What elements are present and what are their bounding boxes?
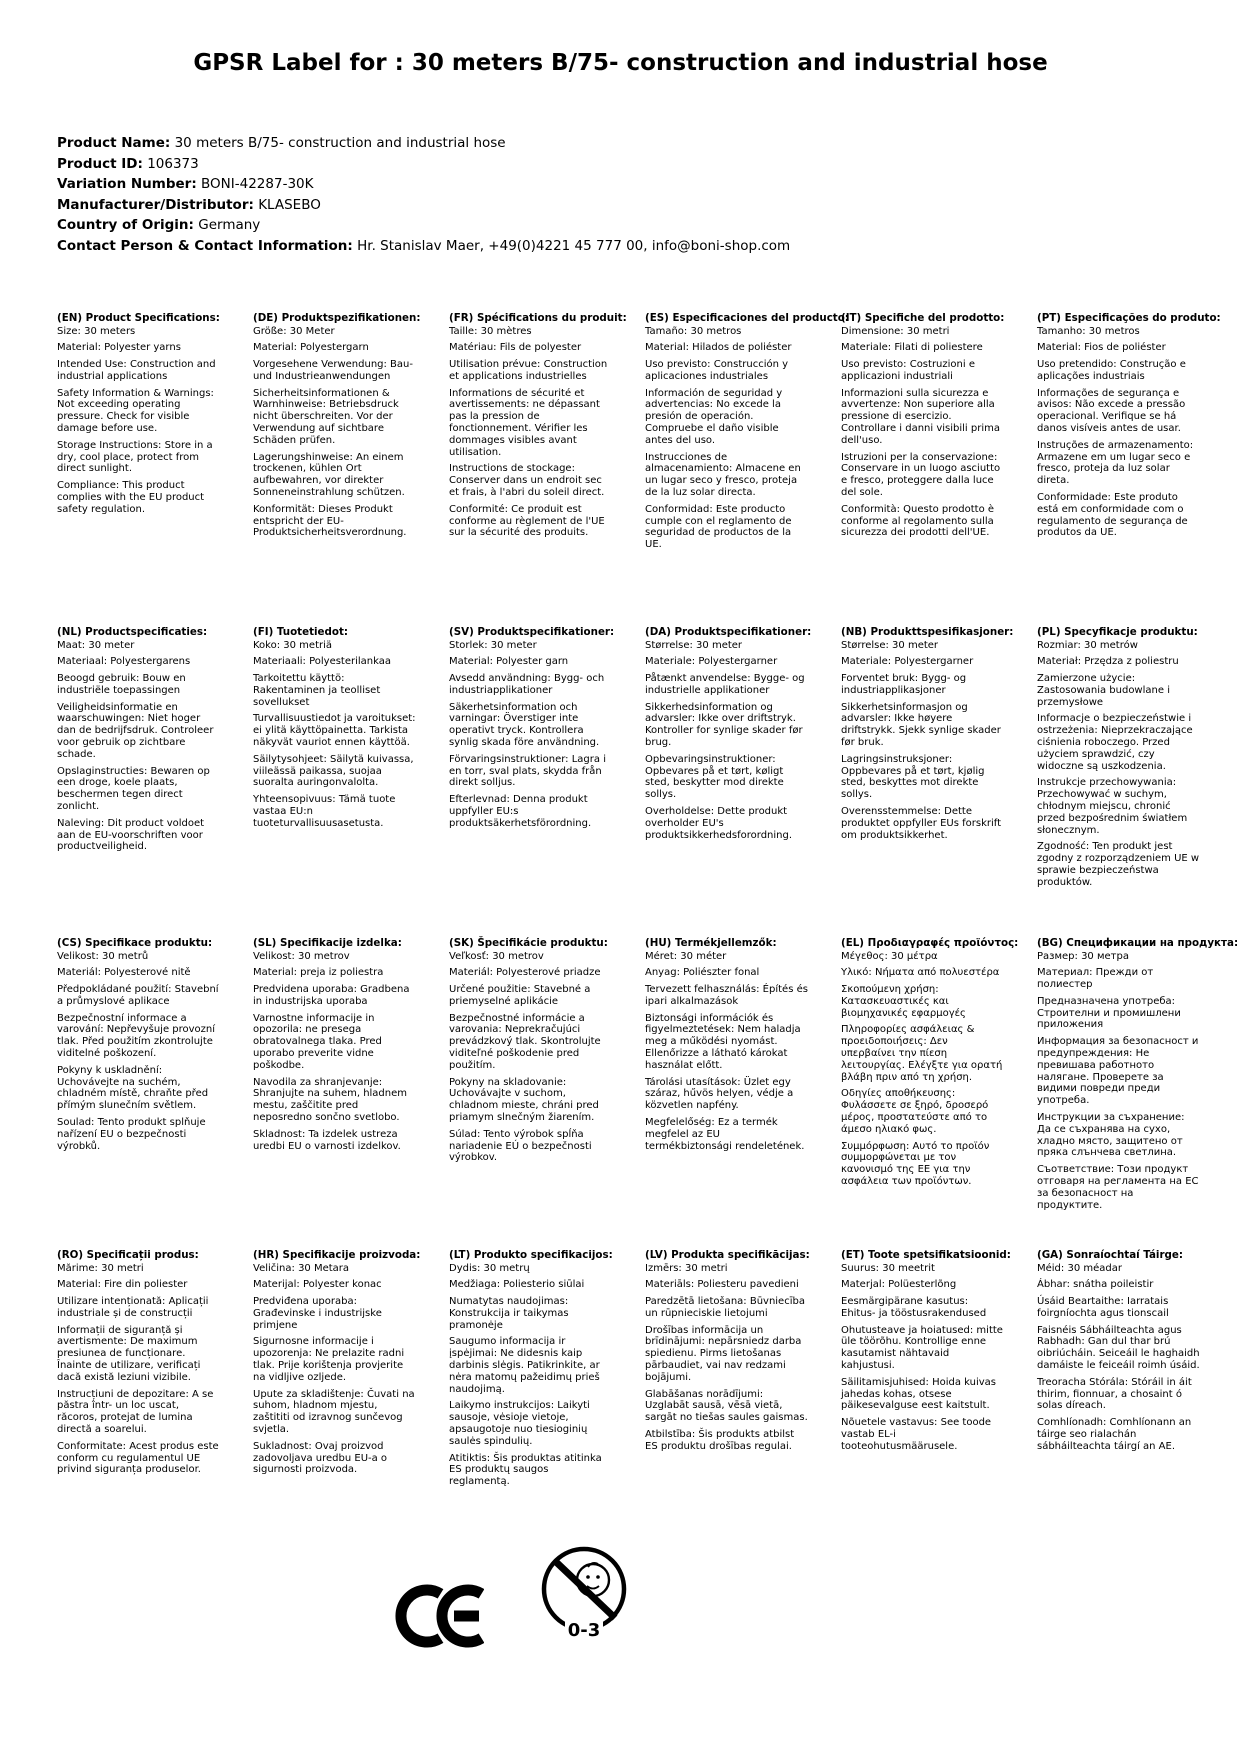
spec-header-it: (IT) Specifiche del prodotto:	[841, 312, 1005, 324]
product-info-row	[57, 218, 790, 232]
spec-header-hr: (HR) Specifikacije proizvoda:	[253, 1249, 421, 1261]
spec-paragraph: Material: Polyester yarns	[57, 342, 181, 354]
spec-paragraph: Instructions de stockage: Conserver dans un endroit sec et frais, à l'abri du soleil direct.	[449, 463, 605, 499]
spec-header-ro: (RO) Specificații produs:	[57, 1249, 199, 1261]
product-info-label: Country of Origin:	[57, 217, 194, 233]
spec-paragraph: Navodila za shranjevanje: Shranjujte na suhem, hladnem mestu, zaščitite pred neposredno sončno svetlobo.	[253, 1076, 408, 1124]
spec-paragraph: Informacje o bezpieczeństwie i ostrzeżenia: Nieprzekraczające ciśnienia roboczego. Przed użyciem sprawdzić, czy widoczne są uszkodzenia.	[1037, 713, 1193, 772]
spec-paragraph: Συμμόρφωση: Αυτό το προϊόν συμμορφώνεται με τον κανονισμό της ΕΕ για την ασφάλεια των προϊόντων.	[841, 1140, 990, 1188]
spec-paragraph: Paredzētā lietošana: Būvniecība un rūpnieciskie lietojumi	[645, 1296, 805, 1319]
spec-paragraph: Materiaali: Polyesterilankaa	[253, 656, 392, 668]
spec-block-it	[841, 312, 1004, 626]
spec-paragraph: Informações de segurança e avisos: Não excede a pressão operacional. Verifique se há danos visíveis antes de usar.	[1037, 387, 1186, 435]
spec-header-fi: (FI) Tuotetiedot:	[253, 626, 348, 638]
spec-header-et: (ET) Toote spetsifikatsioonid:	[841, 1249, 1011, 1261]
spec-paragraph: Storlek: 30 meter	[449, 639, 537, 651]
product-info-value: Germany	[198, 217, 261, 233]
spec-header-nb: (NB) Produkttspesifikasjoner:	[841, 626, 1014, 638]
spec-paragraph: Mărime: 30 metri	[57, 1262, 144, 1274]
spec-header-el: (EL) Προδιαγραφές προϊόντος:	[841, 937, 1019, 949]
spec-paragraph: Upute za skladištenje: Čuvati na suhom, hladnom mjestu, zaštititi od izravnog sunčevog svjetla.	[253, 1388, 415, 1436]
footer-symbols	[392, 1543, 632, 1653]
spec-paragraph: Σκοπούμενη χρήση: Κατασκευαστικές και βιομηχανικές εφαρμογές	[841, 984, 966, 1019]
spec-paragraph: Uso previsto: Construcción y aplicaciones industriales	[645, 359, 789, 382]
spec-header-en: (EN) Product Specifications:	[57, 312, 220, 324]
spec-paragraph: Atbilstība: Šis produkts atbilst ES produktu drošības regulai.	[645, 1429, 795, 1452]
spec-block-fi	[253, 626, 416, 937]
spec-paragraph: Säilitamisjuhised: Hoida kuivas jahedas kohas, otsese päikesevalguse eest kaitstult.	[841, 1376, 997, 1412]
spec-header-pt: (PT) Especificações do produto:	[1037, 312, 1221, 324]
spec-paragraph: Utilisation prévue: Construction et applications industrielles	[449, 359, 608, 382]
spec-block-ro	[57, 1249, 220, 1488]
spec-header-sk: (SK) Špecifikácie produktu:	[449, 937, 608, 949]
spec-paragraph: Opslaginstructies: Bewaren op een droge, koele plaats, beschermen tegen direct zonlicht.	[57, 765, 210, 813]
spec-header-de: (DE) Produktspezifikationen:	[253, 312, 421, 324]
spec-paragraph: Laikymo instrukcijos: Laikyti sausoje, vėsioje vietoje, apsaugotoje nuo tiesioginių saulės spindulių.	[449, 1400, 590, 1447]
spec-paragraph: Úsáid Beartaithe: Iarratais foirgníochta agus tionscail	[1037, 1296, 1169, 1319]
spec-paragraph: Matériau: Fils de polyester	[449, 342, 582, 354]
spec-paragraph: Lagerungshinweise: An einem trockenen, kühlen Ort aufbewahren, vor direkter Sonneneinstrahlung schützen.	[253, 451, 405, 499]
spec-header-es: (ES) Especificaciones del producto:	[645, 312, 849, 324]
spec-paragraph: Πληροφορίες ασφάλειας & προειδοποιήσεις: Δεν υπερβαίνει την πίεση λειτουργίας. Ελέγξτε για ορατή βλάβη πριν από τη χρήση.	[841, 1024, 1003, 1083]
spec-header-hu: (HU) Termékjellemzők:	[645, 937, 777, 949]
spec-paragraph: Pokyny na skladovanie: Uchovávajte v suchom, chladnom mieste, chráni pred priamym slnečným žiarením.	[449, 1076, 599, 1124]
spec-paragraph: Size: 30 meters	[57, 325, 136, 337]
spec-paragraph: Storage Instructions: Store in a dry, cool place, protect from direct sunlight.	[57, 439, 213, 475]
product-info-row	[57, 177, 790, 191]
spec-block-da	[645, 626, 812, 937]
spec-header-ga: (GA) Sonraíochtaí Táirge:	[1037, 1249, 1184, 1261]
spec-block-de	[253, 312, 421, 626]
spec-paragraph: Biztonsági információk és figyelmeztetések: Nem haladja meg a működési nyomást. Ellenőrizze a látható károkat használat előtt.	[645, 1012, 801, 1071]
spec-header-bg: (BG) Спецификации на продукта:	[1037, 937, 1239, 949]
spec-paragraph: Ábhar: snátha poileistir	[1037, 1279, 1154, 1291]
spec-paragraph: Glabāšanas norādījumi: Uzglabāt sausā, vēsā vietā, sargāt no tiešas saules gaismas.	[645, 1388, 808, 1424]
spec-block-en	[57, 312, 220, 626]
spec-paragraph: Tárolási utasítások: Üzlet egy száraz, hűvös helyen, védje a közvetlen napfény.	[645, 1076, 794, 1112]
spec-paragraph: Soulad: Tento produkt splňuje nařízení EU o bezpečnosti výrobků.	[57, 1117, 206, 1152]
spec-paragraph: Faisnéis Sábháilteachta agus Rabhadh: Gan dul thar brú oibriúcháin. Seiceáil le haghaidh damáiste le feiceáil roimh úsáid.	[1037, 1324, 1200, 1372]
spec-paragraph: Bezpečnostní informace a varování: Nepřevyšuje provozní tlak. Před použitím zkontrolujte viditelné poškození.	[57, 1012, 216, 1060]
spec-paragraph: Instrucțiuni de depozitare: A se păstra într- un loc uscat, răcoros, protejat de lumina directă a soarelui.	[57, 1388, 214, 1436]
spec-paragraph: Materiaal: Polyestergarens	[57, 656, 191, 668]
spec-paragraph: Predviđena uporaba: Građevinske i industrijske primjene	[253, 1296, 382, 1331]
product-info-row	[57, 136, 790, 150]
spec-paragraph: Konformität: Dieses Produkt entspricht der EU-Produktsicherheitsverordnung.	[253, 503, 407, 539]
age-range-label: 0-3	[567, 1620, 601, 1641]
age-warning-icon	[536, 1543, 632, 1647]
spec-header-sl: (SL) Specifikacije izdelka:	[253, 937, 402, 949]
spec-paragraph: Instruções de armazenamento: Armazene em um lugar seco e fresco, proteja da luz solar direta.	[1037, 439, 1194, 487]
spec-header-lv: (LV) Produkta specifikācijas:	[645, 1249, 810, 1261]
spec-paragraph: Overholdelse: Dette produkt overholder EU's produktsikkerhedsforordning.	[645, 806, 793, 841]
spec-paragraph: Material: Polyester garn	[449, 656, 569, 668]
spec-paragraph: Conformité: Ce produit est conforme au règlement de l'UE sur la sécurité des produits.	[449, 503, 605, 539]
spec-grid	[57, 312, 1239, 1488]
spec-paragraph: Materiál: Polyesterové priadze	[449, 967, 601, 979]
spec-paragraph: Größe: 30 Meter	[253, 325, 335, 337]
spec-paragraph: Størrelse: 30 meter	[645, 639, 743, 651]
spec-header-da: (DA) Produktspecifikationer:	[645, 626, 812, 638]
spec-block-sl	[253, 937, 416, 1249]
spec-paragraph: Intended Use: Construction and industrial applications	[57, 359, 216, 382]
spec-paragraph: Koko: 30 metriä	[253, 639, 333, 651]
spec-paragraph: Treoracha Stórála: Stóráil in áit thirim, fionnuar, a chosaint ó solas díreach.	[1037, 1376, 1192, 1412]
spec-paragraph: Tamanho: 30 metros	[1037, 325, 1140, 337]
spec-paragraph: Οδηγίες αποθήκευσης: Φυλάσσετε σε ξηρό, δροσερό μέρος, προστατεύστε από το άμεσο ηλιακό φως.	[841, 1088, 989, 1135]
spec-paragraph: Skladnost: Ta izdelek ustreza uredbi EU o varnosti izdelkov.	[253, 1128, 401, 1152]
spec-paragraph: Rozmiar: 30 metrów	[1037, 639, 1138, 651]
product-info-label: Product Name:	[57, 135, 171, 151]
spec-block-pl	[1037, 626, 1200, 937]
spec-paragraph: Materiale: Polyestergarner	[841, 656, 974, 668]
spec-paragraph: Съответствие: Този продукт отговаря на регламента на ЕС за безопасност на продуктите.	[1037, 1164, 1199, 1211]
spec-paragraph: Zgodność: Ten produkt jest zgodny z rozporządzeniem UE w sprawie bezpieczeństwa produktów.	[1037, 841, 1200, 888]
spec-paragraph: Μέγεθος: 30 μέτρα	[841, 950, 938, 962]
spec-paragraph: Velikost: 30 metrov	[253, 950, 350, 962]
spec-block-el	[841, 937, 1019, 1249]
spec-paragraph: Dydis: 30 metrų	[449, 1262, 530, 1274]
spec-paragraph: Vorgesehene Verwendung: Bau- und Industrieanwendungen	[253, 359, 413, 382]
product-info-value: 106373	[147, 155, 199, 172]
spec-paragraph: Yhteensopivuus: Tämä tuote vastaa EU:n tuoteturvallisuusasetusta.	[253, 794, 396, 829]
spec-block-lv	[645, 1249, 808, 1488]
spec-paragraph: Taille: 30 mètres	[449, 325, 532, 337]
spec-header-cs: (CS) Specifikace produktu:	[57, 937, 213, 949]
spec-paragraph: Saugumo informacija ir įspėjimai: Ne didesnis kaip darbinis slėgis. Patikrinkite, ar nėra matomų pažeidimų prieš naudojimą.	[449, 1336, 600, 1395]
spec-paragraph: Izmērs: 30 metri	[645, 1262, 728, 1274]
spec-paragraph: Påtænkt anvendelse: Bygge- og industrielle applikationer	[645, 673, 805, 696]
spec-paragraph: Materjal: Polüesterlõng	[841, 1279, 957, 1291]
spec-block-hr	[253, 1249, 421, 1488]
spec-paragraph: Medžiaga: Poliesterio siūlai	[449, 1279, 585, 1291]
spec-header-lt: (LT) Produkto specifikacijos:	[449, 1249, 613, 1261]
spec-paragraph: Materiāls: Poliesteru pavedieni	[645, 1279, 799, 1291]
spec-paragraph: Förvaringsinstruktioner: Lagra i en torr, sval plats, skydda från direkt solljus.	[449, 753, 606, 789]
spec-paragraph: Tarkoitettu käyttö: Rakentaminen ja teolliset sovellukset	[253, 673, 381, 708]
spec-paragraph: Eesmärgipärane kasutus: Ehitus- ja tööstusrakendused	[841, 1296, 987, 1319]
spec-paragraph: Materiale: Filati di poliestere	[841, 342, 983, 354]
spec-paragraph: Materiál: Polyesterové nitě	[57, 967, 191, 979]
spec-paragraph: Säilytysohjeet: Säilytä kuivassa, viileässä paikassa, suojaa suoralta auringonvalolta.	[253, 753, 414, 789]
spec-paragraph: Naleving: Dit product voldoet aan de EU-voorschriften voor productveiligheid.	[57, 817, 205, 853]
spec-paragraph: Conformitate: Acest produs este conform cu regulamentul UE privind siguranța produselor.	[57, 1440, 219, 1476]
spec-paragraph: Instrucciones de almacenamiento: Almacene en un lugar seco y fresco, proteja de la luz solar directa.	[645, 451, 801, 499]
spec-paragraph: Informazioni sulla sicurezza e avvertenze: Non superiore alla pressione di esercizio. Controllare i danni visibili prima dell'uso.	[841, 387, 1000, 446]
spec-paragraph: Méid: 30 méadar	[1037, 1262, 1122, 1274]
spec-paragraph: Sukladnost: Ovaj proizvod zadovoljava uredbu EU-a o sigurnosti proizvoda.	[253, 1440, 388, 1476]
spec-paragraph: Sigurnosne informacije i upozorenja: Ne prelazite radni tlak. Prije korištenja provjerite na vidljive ozljede.	[253, 1336, 405, 1383]
spec-paragraph: Megfelelőség: Ez a termék megfelel az EU termékbiztonsági rendeletének.	[645, 1117, 805, 1152]
spec-paragraph: Maat: 30 meter	[57, 639, 135, 651]
spec-paragraph: Ohutusteave ja hoiatused: mitte üle töörõhu. Kontrollige enne kasutamist nähtavaid kahjustusi.	[841, 1324, 1003, 1372]
spec-block-cs	[57, 937, 220, 1249]
spec-paragraph: Материал: Прежди от полиестер	[1037, 967, 1154, 991]
spec-paragraph: Informații de siguranță și avertismente: De maximum presiunea de funcționare. Înainte de utilizare, verificați dacă există leziuni vizibile.	[57, 1324, 201, 1383]
spec-paragraph: Předpokládané použití: Stavební a průmyslové aplikace	[57, 984, 219, 1007]
spec-paragraph: Размер: 30 метра	[1037, 950, 1129, 962]
spec-header-sv: (SV) Produktspecifikationer:	[449, 626, 615, 638]
spec-paragraph: Méret: 30 méter	[645, 950, 727, 962]
spec-paragraph: Opbevaringsinstruktioner: Opbevares på et tørt, køligt sted, beskytter mod direkte sollys.	[645, 753, 784, 801]
spec-paragraph: Suurus: 30 meetrit	[841, 1262, 935, 1274]
spec-paragraph: Utilizare intenționată: Aplicații industriale și de construcții	[57, 1296, 209, 1319]
spec-block-sk	[449, 937, 612, 1249]
spec-header-pl: (PL) Specyfikacje produktu:	[1037, 626, 1198, 638]
spec-paragraph: Safety Information & Warnings: Not exceeding operating pressure. Check for visible damage before use.	[57, 387, 214, 435]
spec-paragraph: Predvidena uporaba: Gradbena in industrijska uporaba	[253, 984, 410, 1007]
spec-block-hu	[645, 937, 808, 1249]
spec-paragraph: Instrukcje przechowywania: Przechowywać w suchym, chłodnym miejscu, chronić przed bezpośrednim światłem słonecznym.	[1037, 777, 1188, 836]
spec-paragraph: Størrelse: 30 meter	[841, 639, 939, 651]
spec-paragraph: Dimensione: 30 metri	[841, 325, 950, 337]
spec-paragraph: Numatytas naudojimas: Konstrukcija ir taikymas pramonėje	[449, 1296, 569, 1331]
spec-paragraph: Istruzioni per la conservazione: Conservare in un luogo asciutto e fresco, proteggere dalla luce del sole.	[841, 451, 1001, 499]
spec-paragraph: Velikost: 30 metrů	[57, 950, 149, 962]
spec-block-pt	[1037, 312, 1221, 626]
spec-paragraph: Material: Hilados de poliéster	[645, 342, 792, 354]
product-info-row	[57, 198, 790, 212]
spec-paragraph: Drošības informācija un brīdinājumi: nepārsniedz darba spiedienu. Pirms lietošanas pārbaudiet, vai nav redzami bojājumi.	[645, 1324, 802, 1383]
page-title: GPSR Label for : 30 meters B/75- construction and industrial hose	[193, 50, 1048, 76]
product-info-block	[57, 136, 790, 259]
spec-paragraph: Información de seguridad y advertencias: No excede la presión de operación. Compruebe el daño visible antes del uso.	[645, 387, 783, 446]
product-info-value: BONI-42287-30K	[201, 176, 314, 192]
spec-paragraph: Veľkosť: 30 metrov	[449, 950, 544, 962]
product-info-row	[57, 239, 790, 253]
product-info-label: Variation Number:	[57, 176, 197, 192]
spec-paragraph: Overensstemmelse: Dette produktet oppfyller EUs forskrift om produktsikkerhet.	[841, 806, 1002, 841]
spec-paragraph: Material: preja iz poliestra	[253, 967, 384, 979]
spec-paragraph: Forventet bruk: Bygg- og industriapplikasjoner	[841, 673, 967, 696]
product-info-label: Contact Person & Contact Information:	[57, 237, 353, 254]
product-info-label: Product ID:	[57, 155, 143, 172]
spec-paragraph: Material: Fire din poliester	[57, 1279, 188, 1291]
spec-paragraph: Информация за безопасност и предупреждения: Не превишава работното налягане. Проверете за видими повреди преди употреба.	[1037, 1036, 1199, 1107]
spec-paragraph: Conformità: Questo prodotto è conforme al regolamento sulla sicurezza dei prodotti dell'UE.	[841, 503, 995, 539]
product-info-row	[57, 157, 790, 171]
spec-block-fr	[449, 312, 627, 626]
spec-paragraph: Tamaño: 30 metros	[645, 325, 742, 337]
spec-paragraph: Инструкции за съхранение: Да се съхранява на сухо, хладно място, защитено от пряка слънчева светлина.	[1037, 1112, 1185, 1159]
spec-block-nl	[57, 626, 220, 937]
spec-paragraph: Conformidad: Este producto cumple con el reglamento de seguridad de productos de la UE.	[645, 503, 792, 551]
spec-paragraph: Anyag: Poliészter fonal	[645, 967, 760, 979]
spec-paragraph: Efterlevnad: Denna produkt uppfyller EU:s produktsäkerhetsförordning.	[449, 794, 592, 829]
spec-block-bg	[1037, 937, 1239, 1249]
spec-paragraph: Beoogd gebruik: Bouw en industriële toepassingen	[57, 673, 186, 696]
product-info-value: Hr. Stanislav Maer, +49(0)4221 45 777 00, info@boni-shop.com	[357, 237, 791, 254]
spec-paragraph: Materijal: Polyester konac	[253, 1279, 382, 1291]
spec-paragraph: Säkerhetsinformation och varningar: Överstiger inte operativt tryck. Kontrollera synlig skada före användning.	[449, 701, 600, 749]
spec-block-ga	[1037, 1249, 1200, 1488]
spec-paragraph: Sikkerhetsinformasjon og advarsler: Ikke høyere driftstrykk. Sjekk synlige skader før bruk.	[841, 701, 1001, 749]
spec-paragraph: Pokyny k uskladnění: Uchovávejte na suchém, chladném místě, chraňte před přímým slunečním světlem.	[57, 1064, 209, 1112]
spec-paragraph: Sicherheitsinformationen & Warnhinweise: Betriebsdruck nicht überschreiten. Vor der Verwendung auf sichtbare Schäden prüfen.	[253, 387, 399, 446]
product-info-label: Manufacturer/Distributor:	[57, 196, 254, 213]
spec-paragraph: Conformidade: Este produto está em conformidade com o regulamento de segurança de produtos da UE.	[1037, 492, 1188, 539]
spec-paragraph: Material: Fios de poliéster	[1037, 342, 1166, 354]
spec-paragraph: Materiale: Polyestergarner	[645, 656, 778, 668]
spec-paragraph: Veiligheidsinformatie en waarschuwingen: Niet hoger dan de bedrijfsdruk. Controleer voor gebruik op zichtbare schade.	[57, 701, 214, 760]
spec-paragraph: Zamierzone użycie: Zastosowania budowlane i przemysłowe	[1037, 673, 1170, 708]
spec-block-es	[645, 312, 849, 626]
spec-paragraph: Material: Polyestergarn	[253, 342, 369, 354]
spec-paragraph: Turvallisuustiedot ja varoitukset: ei ylitä käyttöpainetta. Tarkista näkyvät vauriot ennen käyttöä.	[253, 713, 416, 749]
spec-paragraph: Предназначена употреба: Строителни и промишлени приложения	[1037, 995, 1181, 1031]
spec-paragraph: Veličina: 30 Metara	[253, 1262, 350, 1274]
spec-paragraph: Materiał: Przędza z poliestru	[1037, 656, 1179, 668]
spec-paragraph: Bezpečnostné informácie a varovania: Neprekračujúci prevádzkový tlak. Skontrolujte viditeľné poškodenie pred použitím.	[449, 1012, 601, 1071]
spec-paragraph: Atitiktis: Šis produktas atitinka ES produktų saugos reglamentą.	[449, 1452, 602, 1488]
spec-block-et	[841, 1249, 1011, 1488]
ce-mark-icon	[392, 1583, 484, 1653]
spec-paragraph: Comhlíonadh: Comhlíonann an táirge seo rialachán sábháilteachta táirgí an AE.	[1037, 1417, 1192, 1452]
spec-paragraph: Compliance: This product complies with the EU product safety regulation.	[57, 480, 205, 515]
spec-paragraph: Avsedd användning: Bygg- och industriapplikationer	[449, 673, 605, 696]
spec-paragraph: Υλικό: Νήματα από πολυεστέρα	[841, 967, 1000, 979]
spec-block-sv	[449, 626, 615, 937]
spec-paragraph: Varnostne informacije in opozorila: ne presega obratovalnega tlaka. Pred uporabo preverite vidne poškodbe.	[253, 1012, 382, 1071]
spec-paragraph: Tervezett felhasználás: Építés és ipari alkalmazások	[645, 984, 808, 1007]
spec-header-nl: (NL) Productspecificaties:	[57, 626, 208, 638]
spec-paragraph: Určené použitie: Stavebné a priemyselné aplikácie	[449, 984, 591, 1007]
product-info-value: KLASEBO	[258, 196, 321, 213]
spec-paragraph: Nõuetele vastavus: See toode vastab EL-i tooteohutusmäärusele.	[841, 1417, 992, 1452]
spec-paragraph: Lagringsinstruksjoner: Oppbevares på et tørt, kjølig sted, beskyttes mot direkte sollys.	[841, 753, 985, 801]
spec-paragraph: Uso previsto: Costruzioni e applicazioni industriali	[841, 359, 975, 382]
spec-block-lt	[449, 1249, 612, 1488]
spec-paragraph: Súlad: Tento výrobok spĺňa nariadenie EÚ o bezpečnosti výrobkov.	[449, 1128, 592, 1164]
spec-paragraph: Uso pretendido: Construção e aplicações industriais	[1037, 359, 1186, 382]
product-info-value: 30 meters B/75- construction and industrial hose	[174, 135, 506, 151]
spec-paragraph: Informations de sécurité et avertissements: ne dépassant pas la pression de fonctionnement. Vérifier les dommages visibles avant utilisation.	[449, 387, 600, 458]
spec-block-nb	[841, 626, 1014, 937]
spec-header-fr: (FR) Spécifications du produit:	[449, 312, 627, 324]
spec-paragraph: Sikkerhedsinformation og advarsler: Ikke over driftstryk. Kontroller for synlige skader før brug.	[645, 701, 803, 749]
